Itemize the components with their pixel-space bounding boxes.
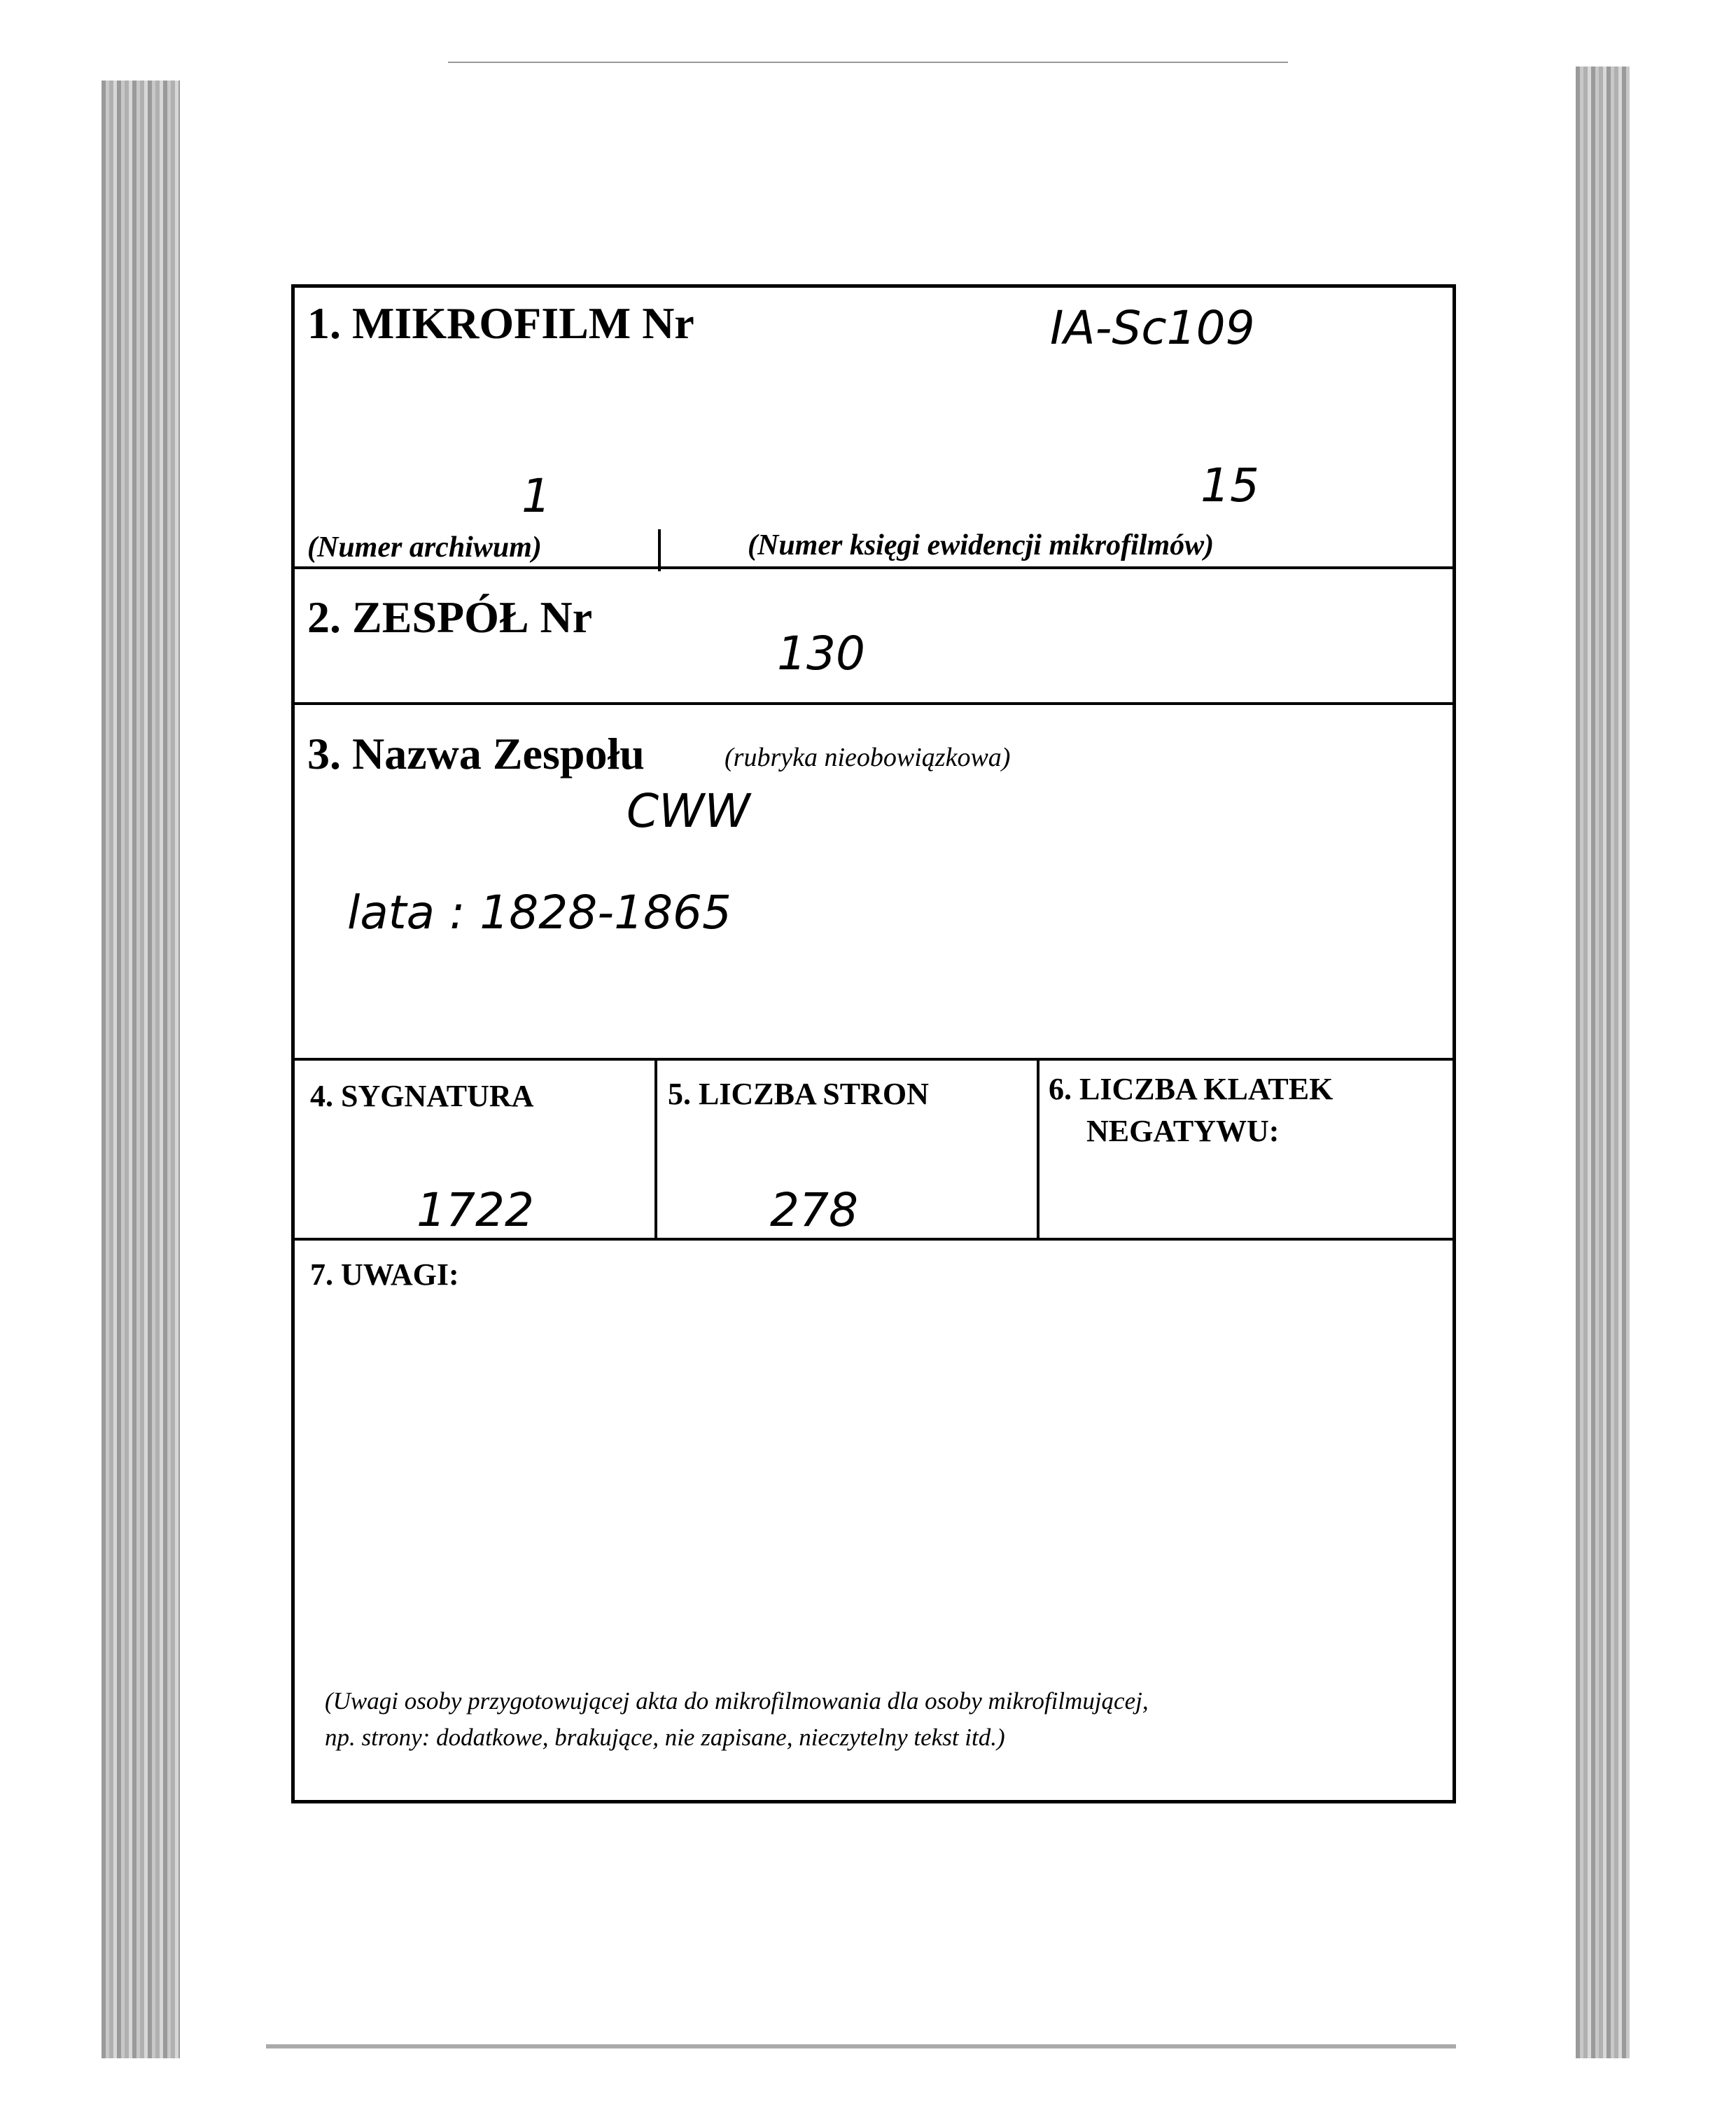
remarks-note-line1: (Uwagi osoby przygotowującej akta do mikrofilmowania dla osoby mikrofilmującej,: [325, 1687, 1149, 1715]
fonds-name-value: CWW: [626, 784, 750, 838]
divider: [658, 529, 661, 571]
divider: [654, 1059, 657, 1239]
archive-number-label: (Numer archiwum): [307, 531, 542, 564]
remarks-note-line2: np. strony: dodatkowe, brakujące, nie zapisane, nieczytelny tekst itd.): [325, 1724, 1005, 1751]
negative-frames-label: 6. LICZBA KLATEK: [1049, 1072, 1334, 1106]
divider: [294, 566, 1456, 569]
signature-value: 1722: [416, 1183, 534, 1237]
microfilm-number-value: IA-Sc109: [1050, 301, 1255, 355]
divider: [294, 702, 1456, 705]
fonds-name-note: (rubryka nieobowiązkowa): [724, 743, 1011, 772]
signature-label: 4. SYGNATURA: [310, 1079, 534, 1113]
fonds-name-label: 3. Nazwa Zespołu: [307, 729, 645, 779]
right-scan-edge: [1576, 67, 1630, 2058]
fonds-number-label: 2. ZESPÓŁ Nr: [307, 592, 593, 642]
divider: [294, 1238, 1456, 1241]
divider: [1037, 1059, 1040, 1239]
microfilm-form: [291, 284, 1456, 1803]
fonds-years-value: lata : 1828-1865: [347, 886, 732, 940]
page-count-label: 5. LICZBA STRON: [668, 1077, 929, 1111]
archive-number-value: 1: [522, 469, 551, 523]
remarks-label: 7. UWAGI:: [310, 1257, 459, 1292]
fonds-number-value: 130: [777, 627, 865, 680]
register-number-value: 15: [1200, 459, 1259, 512]
register-number-label: (Numer księgi ewidencji mikrofilmów): [748, 529, 1214, 561]
page-count-value: 278: [770, 1183, 858, 1237]
negative-frames-label-2: NEGATYWU:: [1086, 1114, 1280, 1148]
divider: [294, 1058, 1456, 1061]
microfilm-number-label: 1. MIKROFILM Nr: [307, 298, 694, 348]
bottom-scan-line: [266, 2044, 1456, 2048]
left-scan-edge: [102, 81, 180, 2058]
top-scan-line: [448, 62, 1288, 63]
